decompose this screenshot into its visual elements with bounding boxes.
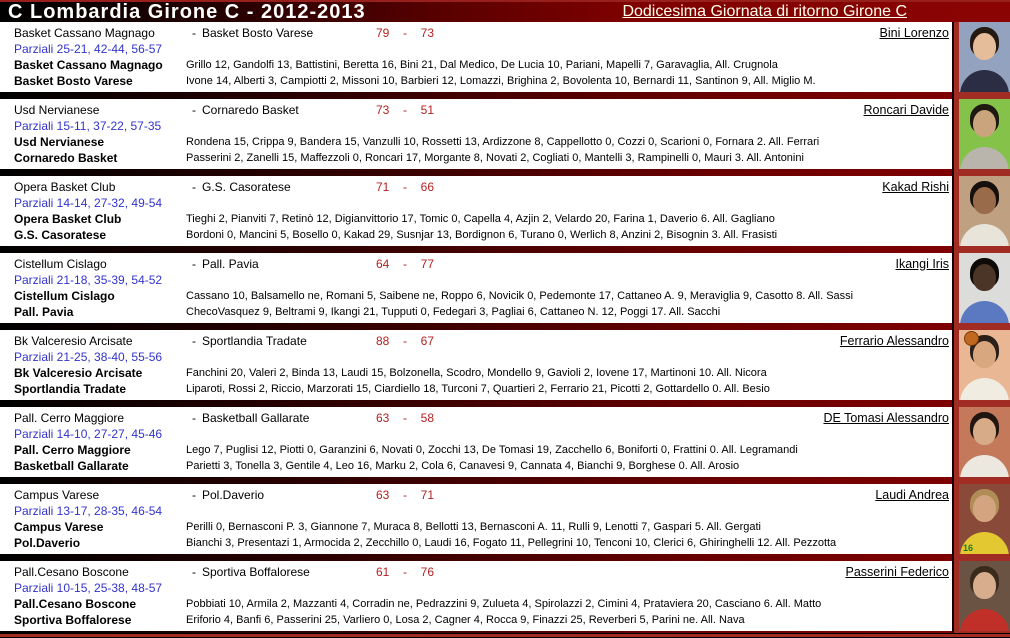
away-score: 71 [420, 487, 434, 502]
photo-shirt [960, 224, 1009, 246]
top-player-link[interactable]: Laudi Andrea [875, 487, 949, 502]
score-dash: - [403, 487, 407, 502]
home-roster-team-label: Opera Basket Club [14, 212, 122, 226]
bottom-border [0, 633, 1010, 638]
match-score [376, 103, 434, 117]
away-roster-team-label: Pol.Daverio [14, 536, 81, 550]
match-content [0, 176, 952, 246]
team-separator-dash: - [192, 410, 196, 425]
player-photo[interactable] [959, 330, 1010, 400]
away-roster-team-label: Sportiva Boffalorese [14, 613, 132, 627]
away-team-name: Pol.Daverio [202, 487, 265, 502]
home-roster-team-label: Pall. Cerro Maggiore [14, 443, 131, 457]
score-dash: - [403, 179, 407, 194]
match-score [376, 26, 434, 40]
away-team-name: Pall. Pavia [202, 256, 259, 271]
away-team-cell [192, 26, 376, 40]
home-roster: Rondena 15, Crippa 9, Bandera 15, Vanzulli 10, Rossetti 13, Ardizzone 8, Cappellotto 0, Cozzi 0, Scarioni 0, Fornara 2. All. Ferrari [186, 136, 820, 148]
match-main [0, 99, 952, 176]
match-main [0, 330, 952, 407]
matchday-link[interactable]: Dodicesima Giornata di ritorno Girone C [622, 3, 907, 20]
photo-face [973, 495, 996, 522]
photo-column [952, 407, 1010, 484]
team-separator-dash: - [192, 487, 196, 502]
away-roster: ChecoVasquez 9, Beltrami 9, Ikangi 21, Tupputi 0, Fedegari 3, Pagliai 6, Cattaneo N. 12, Poggi 17. All. Sacchi [186, 306, 721, 318]
photo-face [973, 572, 996, 599]
home-roster-line [0, 597, 952, 613]
player-photo[interactable] [959, 253, 1010, 323]
away-roster-team-label: Pall. Pavia [14, 305, 74, 319]
photo-shirt [960, 455, 1009, 477]
score-dash: - [403, 410, 407, 425]
photo-shirt [960, 70, 1009, 92]
top-player-link[interactable]: Roncari Davide [863, 102, 949, 117]
match-content [0, 484, 952, 554]
match-score [376, 488, 434, 502]
partials-line: Parziali 15-11, 37-22, 57-35 [14, 119, 162, 133]
top-player-link[interactable]: Passerini Federico [845, 564, 949, 579]
match-content [0, 99, 952, 169]
photo-column [952, 484, 1010, 561]
home-roster-line [0, 520, 952, 536]
away-roster: Parietti 3, Tonella 3, Gentile 4, Leo 16, Marku 2, Cola 6, Canavesi 9, Cannata 4, Bianchi 9, Borghese 0. All. Arosio [186, 460, 740, 472]
home-team-name: Pall. Cerro Maggiore [14, 410, 125, 425]
home-roster-team-label: Bk Valceresio Arcisate [14, 366, 143, 380]
player-photo[interactable] [959, 407, 1010, 477]
away-roster-line [0, 228, 952, 244]
away-roster-line [0, 305, 952, 321]
away-roster-line [0, 151, 952, 167]
away-roster-team-label: Basketball Gallarate [14, 459, 129, 473]
team-separator-dash: - [192, 102, 196, 117]
partials-line: Parziali 21-25, 38-40, 55-56 [14, 350, 163, 364]
away-roster-line [0, 382, 952, 398]
away-roster-line [0, 536, 952, 552]
photo-shirt [960, 301, 1009, 323]
block-separator [0, 554, 952, 561]
away-team-name: G.S. Casoratese [202, 179, 291, 194]
home-roster-line [0, 135, 952, 151]
score-dash: - [403, 564, 407, 579]
match-score [376, 565, 434, 579]
photo-face [973, 341, 996, 368]
away-team-cell [192, 565, 376, 579]
away-roster-line [0, 459, 952, 475]
photo-face [973, 187, 996, 214]
home-team-name: Campus Varese [14, 487, 100, 502]
score-dash: - [403, 25, 407, 40]
home-roster: Lego 7, Puglisi 12, Piotti 0, Garanzini 6, Novati 0, Zocchi 13, De Tomasi 19, Zacchello 6, Boniforti 0, Frattini 0. All. Legramandi [186, 444, 798, 456]
match-content [0, 561, 952, 631]
home-roster-line [0, 443, 952, 459]
partials-line: Parziali 25-21, 42-44, 56-57 [14, 42, 163, 56]
match-header-line [0, 409, 952, 426]
match-row [0, 407, 1010, 484]
match-header-line [0, 486, 952, 503]
match-header-line [0, 101, 952, 118]
match-main [0, 407, 952, 484]
match-score [376, 180, 434, 194]
away-team-cell [192, 103, 376, 117]
home-roster: Cassano 10, Balsamello ne, Romani 5, Saibene ne, Roppo 6, Novicik 0, Pedemonte 17, Cattaneo A. 9, Meraviglia 9, Casotto 8. All. Sassi [186, 290, 854, 302]
score-dash: - [403, 102, 407, 117]
team-separator-dash: - [192, 564, 196, 579]
home-roster-line [0, 289, 952, 305]
photo-face [973, 418, 996, 445]
block-separator [0, 477, 952, 484]
away-roster-line [0, 613, 952, 629]
partials-line: Parziali 21-18, 35-39, 54-52 [14, 273, 163, 287]
match-main [0, 253, 952, 330]
score-dash: - [403, 333, 407, 348]
match-header-line [0, 332, 952, 349]
photo-column [952, 561, 1010, 638]
player-photo[interactable] [959, 176, 1010, 246]
match-main [0, 561, 952, 638]
away-roster: Liparoti, Rossi 2, Riccio, Marzorati 15, Ciardiello 18, Turconi 7, Quartieri 2, Ferrario 21, Picotti 2, Gottardello 0. All. Besio [186, 383, 770, 395]
match-row [0, 484, 1010, 561]
match-row [0, 22, 1010, 99]
away-team-name: Basketball Gallarate [202, 410, 310, 425]
match-row [0, 176, 1010, 253]
home-roster: Grillo 12, Gandolfi 13, Battistini, Beretta 16, Bini 21, Dal Medico, De Lucia 10, Pariani, Mapelli 7, Garavaglia, All. Crugnola [186, 59, 778, 71]
photo-shirt [960, 378, 1009, 400]
home-roster-team-label: Basket Cassano Magnago [14, 58, 163, 72]
top-player-link[interactable]: Ferrario Alessandro [839, 333, 949, 348]
away-roster-team-label: Cornaredo Basket [14, 151, 118, 165]
home-roster-line [0, 366, 952, 382]
photo-face [973, 33, 996, 60]
match-row [0, 253, 1010, 330]
match-main [0, 22, 952, 99]
player-photo[interactable] [959, 561, 1010, 631]
partials-line: Parziali 14-10, 27-27, 45-46 [14, 427, 163, 441]
home-roster-team-label: Campus Varese [14, 520, 104, 534]
team-separator-dash: - [192, 333, 196, 348]
home-score: 63 [376, 410, 390, 425]
photo-column [952, 99, 1010, 176]
basketball-icon [964, 331, 979, 346]
photo-column [952, 176, 1010, 253]
away-roster: Bianchi 3, Presentazi 1, Armocida 2, Zecchillo 0, Laudi 16, Fogato 11, Pellegrini 10, Tenconi 10, Clerici 6, Ghiringhelli 12. All. Pezzotta [186, 537, 837, 549]
away-team-name: Basket Bosto Varese [202, 25, 314, 40]
player-photo[interactable] [959, 22, 1010, 92]
team-separator-dash: - [192, 25, 196, 40]
away-roster: Passerini 2, Zanelli 15, Maffezzoli 0, Roncari 17, Morgante 8, Novati 2, Cogliati 0, Mantelli 3, Rampinelli 0, Mauri 3. All. Antonini [186, 152, 804, 164]
player-photo[interactable] [959, 99, 1010, 169]
home-roster-line [0, 212, 952, 228]
home-team-name: Opera Basket Club [14, 179, 116, 194]
photo-face [973, 110, 996, 137]
jersey-number: 16 [963, 543, 974, 553]
away-roster: Bordoni 0, Mancini 5, Bosello 0, Kakad 29, Susnjar 13, Bordignon 6, Turano 0, Werlich 8, Anzini 2, Bisognin 3. All. Frasisti [186, 229, 778, 241]
away-team-name: Sportiva Boffalorese [202, 564, 310, 579]
block-separator [0, 169, 952, 176]
away-team-name: Cornaredo Basket [202, 102, 299, 117]
home-roster-team-label: Pall.Cesano Boscone [14, 597, 137, 611]
photo-column [952, 253, 1010, 330]
top-player-link[interactable]: Bini Lorenzo [879, 25, 949, 40]
away-score: 58 [420, 410, 434, 425]
team-separator-dash: - [192, 179, 196, 194]
home-score: 71 [376, 179, 390, 194]
photo-shirt [960, 609, 1009, 631]
away-score: 73 [420, 25, 434, 40]
away-roster-line [0, 74, 952, 90]
partials-line: Parziali 14-14, 27-32, 49-54 [14, 196, 163, 210]
away-team-cell [192, 411, 376, 425]
page-header [0, 0, 1010, 22]
home-score: 63 [376, 487, 390, 502]
home-roster: Perilli 0, Bernasconi P. 3, Giannone 7, Muraca 8, Bellotti 13, Bernasconi A. 11, Rulli 9, Lenotti 7, Gaspari 5. All. Gergati [186, 521, 761, 533]
block-separator [0, 92, 952, 99]
match-header-line [0, 178, 952, 195]
photo-shirt [960, 147, 1009, 169]
photo-column [952, 22, 1010, 99]
block-separator [0, 400, 952, 407]
top-player-link[interactable]: Ikangi Iris [895, 256, 949, 271]
match-score [376, 257, 434, 271]
home-score: 73 [376, 102, 390, 117]
match-row [0, 330, 1010, 407]
match-score [376, 334, 434, 348]
match-header-line [0, 255, 952, 272]
away-team-cell [192, 488, 376, 502]
away-roster-team-label: Sportlandia Tradate [14, 382, 127, 396]
match-main [0, 484, 952, 561]
home-team-name: Basket Cassano Magnago [14, 25, 155, 40]
home-team-name: Bk Valceresio Arcisate [14, 333, 133, 348]
away-score: 67 [420, 333, 434, 348]
partials-line: Parziali 13-17, 28-35, 46-54 [14, 504, 163, 518]
away-roster-team-label: Basket Bosto Varese [14, 74, 133, 88]
away-team-cell [192, 257, 376, 271]
home-roster-team-label: Usd Nervianese [14, 135, 105, 149]
away-score: 51 [420, 102, 434, 117]
home-score: 79 [376, 25, 390, 40]
home-team-name: Cistellum Cislago [14, 256, 107, 271]
home-score: 61 [376, 564, 390, 579]
home-roster: Pobbiati 10, Armila 2, Mazzanti 4, Corradin ne, Pedrazzini 9, Zulueta 4, Spirolazzi 2, Cimini 4, Prataviera 20, Casciano 6. All. Matto [186, 598, 822, 610]
away-score: 76 [420, 564, 434, 579]
match-header-line [0, 563, 952, 580]
match-row [0, 561, 1010, 638]
home-team-name: Usd Nervianese [14, 102, 100, 117]
home-roster: Tieghi 2, Pianviti 7, Retinò 12, Digianvittorio 17, Tomic 0, Capella 4, Azjin 2, Velardo 20, Farina 1, Daverio 6. All. Gagliano [186, 213, 775, 225]
match-content [0, 407, 952, 477]
home-roster: Fanchini 20, Valeri 2, Binda 13, Laudi 15, Bolzonella, Scodro, Mondello 9, Gavioli 2, Iovene 17, Martinoni 10. All. Nicora [186, 367, 767, 379]
away-team-cell [192, 334, 376, 348]
home-score: 88 [376, 333, 390, 348]
home-roster-line [0, 58, 952, 74]
block-separator [0, 246, 952, 253]
match-main [0, 176, 952, 253]
score-dash: - [403, 256, 407, 271]
team-separator-dash: - [192, 256, 196, 271]
photo-column [952, 330, 1010, 407]
player-photo[interactable] [959, 484, 1010, 554]
page-title: C Lombardia Girone C - 2012-2013 [8, 1, 366, 23]
away-roster: Ivone 14, Alberti 3, Campiotti 2, Missoni 10, Barbieri 12, Lomazzi, Brighina 2, Bovolenta 10, Bernardi 11, Santinon 9, All. Miglio M. [186, 75, 816, 87]
match-score [376, 411, 434, 425]
away-score: 66 [420, 179, 434, 194]
matches-list [0, 22, 1010, 638]
away-team-name: Sportlandia Tradate [202, 333, 307, 348]
home-team-name: Pall.Cesano Boscone [14, 564, 129, 579]
away-roster-team-label: G.S. Casoratese [14, 228, 107, 242]
home-score: 64 [376, 256, 390, 271]
block-separator [0, 323, 952, 330]
match-content [0, 330, 952, 400]
photo-face [973, 264, 996, 291]
match-content [0, 253, 952, 323]
away-roster: Eriforio 4, Banfi 6, Passerini 25, Varliero 0, Losa 2, Cagner 4, Rocca 9, Finazzi 25, Reverberi 5, Parini ne. All. Nava [186, 614, 745, 626]
partials-line: Parziali 10-15, 25-38, 48-57 [14, 581, 163, 595]
top-player-link[interactable]: Kakad Rishi [882, 179, 949, 194]
match-content [0, 22, 952, 92]
top-player-link[interactable]: DE Tomasi Alessandro [823, 410, 949, 425]
match-header-line [0, 24, 952, 41]
away-team-cell [192, 180, 376, 194]
home-roster-team-label: Cistellum Cislago [14, 289, 115, 303]
away-score: 77 [420, 256, 434, 271]
match-row [0, 99, 1010, 176]
